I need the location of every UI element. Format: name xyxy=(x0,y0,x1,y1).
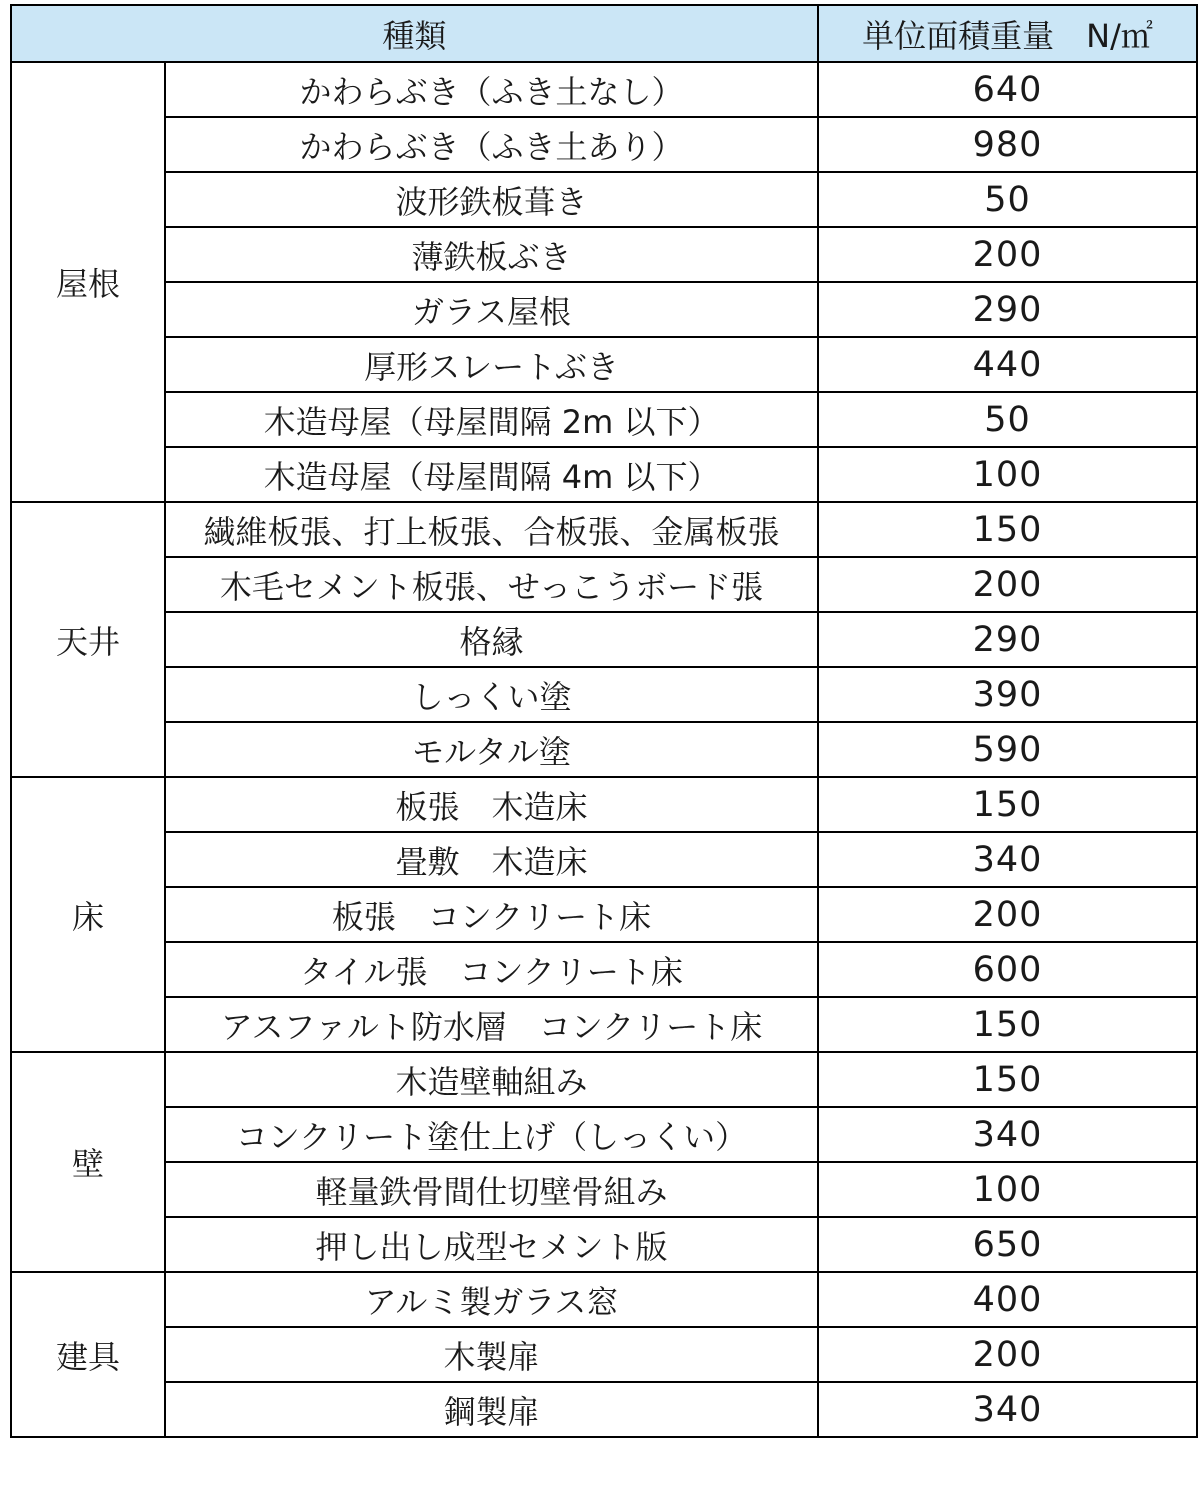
kind-cell: 格縁 xyxy=(165,612,818,667)
table-row xyxy=(11,172,1197,227)
kind-cell: 板張 木造床 xyxy=(165,777,818,832)
kind-cell: 厚形スレートぶき xyxy=(165,337,818,392)
kind-cell: モルタル塗 xyxy=(165,722,818,777)
kind-cell: 波形鉄板葺き xyxy=(165,172,818,227)
kind-cell: 板張 コンクリート床 xyxy=(165,887,818,942)
table-row xyxy=(11,117,1197,172)
kind-cell: 薄鉄板ぶき xyxy=(165,227,818,282)
kind-cell: 木毛セメント板張、せっこうボード張 xyxy=(165,557,818,612)
table-row xyxy=(11,502,1197,557)
table-row xyxy=(11,777,1197,832)
value-cell: 200 xyxy=(818,1327,1197,1382)
header-row xyxy=(11,5,1197,62)
category-cell: 屋根 xyxy=(11,62,165,502)
value-cell: 400 xyxy=(818,1272,1197,1327)
value-cell: 290 xyxy=(818,282,1197,337)
kind-cell: 軽量鉄骨間仕切壁骨組み xyxy=(165,1162,818,1217)
table-row xyxy=(11,722,1197,777)
value-cell: 390 xyxy=(818,667,1197,722)
kind-cell: 畳敷 木造床 xyxy=(165,832,818,887)
value-cell: 340 xyxy=(818,1382,1197,1437)
table-row xyxy=(11,887,1197,942)
kind-cell: 木製扉 xyxy=(165,1327,818,1382)
value-cell: 440 xyxy=(818,337,1197,392)
kind-cell: 木造母屋（母屋間隔 4m 以下） xyxy=(165,447,818,502)
table-row xyxy=(11,1327,1197,1382)
kind-cell: 繊維板張、打上板張、合板張、金属板張 xyxy=(165,502,818,557)
table-row xyxy=(11,942,1197,997)
table-row xyxy=(11,612,1197,667)
value-cell: 150 xyxy=(818,997,1197,1052)
table-row xyxy=(11,337,1197,392)
table-row xyxy=(11,997,1197,1052)
value-cell: 150 xyxy=(818,777,1197,832)
kind-cell: ガラス屋根 xyxy=(165,282,818,337)
kind-cell: アルミ製ガラス窓 xyxy=(165,1272,818,1327)
table-row xyxy=(11,62,1197,117)
header-value: 単位面積重量 N/㎡ xyxy=(818,5,1197,62)
value-cell: 200 xyxy=(818,227,1197,282)
table-row xyxy=(11,282,1197,337)
category-cell: 天井 xyxy=(11,502,165,777)
table-row xyxy=(11,447,1197,502)
value-cell: 650 xyxy=(818,1217,1197,1272)
unit-weight-table xyxy=(10,4,1198,1438)
value-cell: 50 xyxy=(818,172,1197,227)
kind-cell: かわらぶき（ふき土あり） xyxy=(165,117,818,172)
value-cell: 590 xyxy=(818,722,1197,777)
table-row xyxy=(11,1107,1197,1162)
table-row xyxy=(11,392,1197,447)
value-cell: 50 xyxy=(818,392,1197,447)
table-body xyxy=(11,62,1197,1437)
kind-cell: タイル張 コンクリート床 xyxy=(165,942,818,997)
value-cell: 100 xyxy=(818,447,1197,502)
value-cell: 600 xyxy=(818,942,1197,997)
header-kind: 種類 xyxy=(11,5,818,62)
value-cell: 290 xyxy=(818,612,1197,667)
value-cell: 340 xyxy=(818,1107,1197,1162)
table-row xyxy=(11,227,1197,282)
table-row xyxy=(11,1217,1197,1272)
value-cell: 200 xyxy=(818,557,1197,612)
kind-cell: 木造壁軸組み xyxy=(165,1052,818,1107)
kind-cell: 押し出し成型セメント版 xyxy=(165,1217,818,1272)
kind-cell: 木造母屋（母屋間隔 2m 以下） xyxy=(165,392,818,447)
category-cell: 建具 xyxy=(11,1272,165,1437)
kind-cell: かわらぶき（ふき土なし） xyxy=(165,62,818,117)
kind-cell: しっくい塗 xyxy=(165,667,818,722)
value-cell: 100 xyxy=(818,1162,1197,1217)
value-cell: 200 xyxy=(818,887,1197,942)
value-cell: 980 xyxy=(818,117,1197,172)
table-row xyxy=(11,1052,1197,1107)
value-cell: 150 xyxy=(818,1052,1197,1107)
category-cell: 床 xyxy=(11,777,165,1052)
category-cell: 壁 xyxy=(11,1052,165,1272)
value-cell: 150 xyxy=(818,502,1197,557)
kind-cell: 鋼製扉 xyxy=(165,1382,818,1437)
kind-cell: コンクリート塗仕上げ（しっくい） xyxy=(165,1107,818,1162)
table-row xyxy=(11,1382,1197,1437)
value-cell: 340 xyxy=(818,832,1197,887)
value-cell: 640 xyxy=(818,62,1197,117)
kind-cell: アスファルト防水層 コンクリート床 xyxy=(165,997,818,1052)
table-row xyxy=(11,832,1197,887)
table-row xyxy=(11,667,1197,722)
table-row xyxy=(11,557,1197,612)
table-row xyxy=(11,1162,1197,1217)
table-row xyxy=(11,1272,1197,1327)
